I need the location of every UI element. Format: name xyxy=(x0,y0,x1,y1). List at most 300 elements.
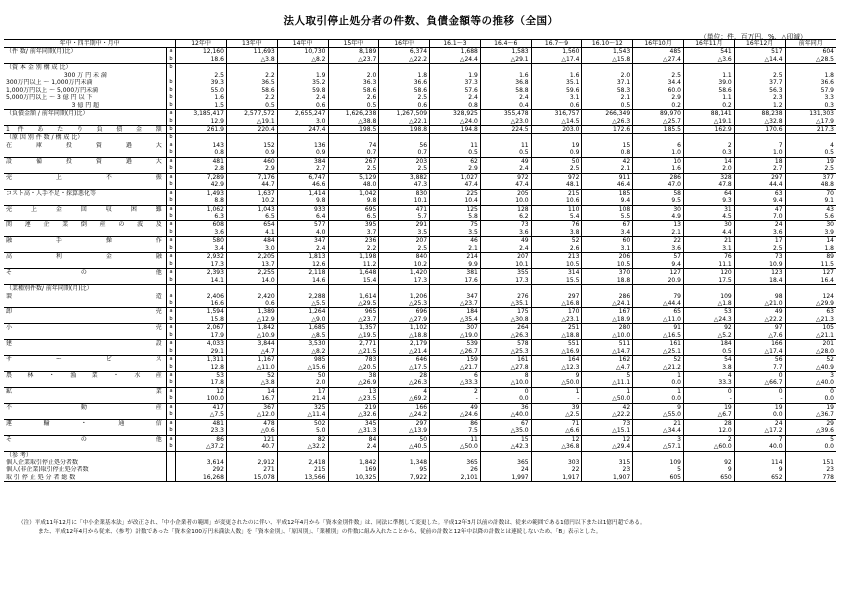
table-cell: 198.5 xyxy=(328,125,379,133)
table-cell: 3.3 xyxy=(785,94,836,101)
table-cell: 37.7 xyxy=(734,79,785,86)
table-cell xyxy=(785,134,836,142)
table-cell: 17.6 xyxy=(430,277,481,285)
table-cell xyxy=(785,64,836,72)
table-row xyxy=(4,427,836,435)
table-cell: 108 xyxy=(582,205,633,213)
row-marker: b xyxy=(166,348,175,356)
table-cell xyxy=(277,134,328,142)
row-marker: a xyxy=(166,157,175,165)
table-cell: 11.2 xyxy=(328,261,379,269)
table-cell: 22 xyxy=(531,466,582,473)
unit-note: （単位：件、百万円、%、△印減） xyxy=(700,33,807,41)
table-cell: 2.0 xyxy=(683,165,734,173)
row-marker: b xyxy=(166,277,175,285)
table-cell: 580 xyxy=(176,237,227,245)
table-cell: 1.9 xyxy=(430,72,481,79)
table-cell: 1,043 xyxy=(226,205,277,213)
table-cell: 52 xyxy=(785,356,836,364)
table-cell: 10.2 xyxy=(226,197,277,205)
table-cell: 261.9 xyxy=(176,125,227,133)
row-marker: b xyxy=(166,102,175,110)
table-cell: △14.7 xyxy=(582,348,633,356)
table-cell: 502 xyxy=(277,419,328,427)
table-cell: 19 xyxy=(531,142,582,149)
table-row xyxy=(4,110,836,118)
table-cell: 384 xyxy=(277,157,328,165)
table-cell xyxy=(531,285,582,293)
table-cell: 345 xyxy=(328,419,379,427)
table-row xyxy=(4,324,836,332)
table-cell: 2.3 xyxy=(734,94,785,101)
table-cell: 1,206 xyxy=(379,293,430,300)
table-cell: 2.5 xyxy=(734,245,785,253)
table-cell: 2.4 xyxy=(480,165,531,173)
row-label xyxy=(4,332,166,340)
table-cell: 18.4 xyxy=(734,277,785,285)
table-cell: △50.0 xyxy=(430,443,481,451)
table-cell: 44.7 xyxy=(226,181,277,189)
row-marker: a xyxy=(166,387,175,395)
table-row xyxy=(4,87,836,94)
table-cell: 12 xyxy=(582,435,633,443)
table-cell xyxy=(582,285,633,293)
row-label xyxy=(4,197,166,205)
table-cell xyxy=(430,451,481,459)
table-cell: 18 xyxy=(734,157,785,165)
table-cell: 2,393 xyxy=(176,269,227,277)
table-cell: 203.0 xyxy=(531,125,582,133)
table-cell: 1,102 xyxy=(379,324,430,332)
table-cell: △19.1 xyxy=(226,118,277,126)
table-cell: 0.5 xyxy=(582,102,633,110)
table-cell: 481 xyxy=(176,157,227,165)
table-cell: 291 xyxy=(379,221,430,229)
table-cell: 381 xyxy=(430,269,481,277)
row-label: 1 件 あ た り 負 債 金 額 xyxy=(4,125,166,133)
row-label: 製 造 xyxy=(6,292,162,300)
table-cell: 11.5 xyxy=(785,261,836,269)
table-cell xyxy=(480,134,531,142)
table-cell: 19 xyxy=(785,157,836,165)
table-cell: △12.0 xyxy=(226,411,277,419)
table-cell: 97 xyxy=(734,324,785,332)
table-cell: 10.1 xyxy=(480,261,531,269)
table-cell: 1,493 xyxy=(176,189,227,197)
table-cell: 63 xyxy=(785,308,836,316)
table-cell: 214 xyxy=(430,253,481,261)
table-cell: 3 xyxy=(633,435,684,443)
table-cell: 5 xyxy=(582,372,633,380)
table-cell: 17 xyxy=(277,387,328,395)
row-label: そ の 他 xyxy=(4,435,166,443)
table-cell: 47.4 xyxy=(430,181,481,189)
table-row xyxy=(4,372,836,380)
row-label: そ の 他 xyxy=(4,269,166,277)
table-cell: 1 xyxy=(633,387,684,395)
table-cell: 1.6 xyxy=(531,72,582,79)
table-cell: 1,688 xyxy=(430,48,481,56)
table-cell: 286 xyxy=(582,293,633,300)
table-cell: 53 xyxy=(683,308,734,316)
table-cell: 123 xyxy=(734,269,785,277)
table-cell: △32.2 xyxy=(277,443,328,451)
table-row xyxy=(4,379,836,387)
table-cell: △27.8 xyxy=(480,364,531,372)
table-cell: △21.2 xyxy=(633,364,684,372)
table-cell: △40.0 xyxy=(785,379,836,387)
table-row xyxy=(4,197,836,205)
table-cell: 65 xyxy=(633,308,684,316)
table-cell: 84 xyxy=(328,435,379,443)
table-cell: 1,311 xyxy=(176,356,227,364)
table-cell: 1,357 xyxy=(328,324,379,332)
table-cell xyxy=(379,134,430,142)
table-cell: 303 xyxy=(531,459,582,466)
table-cell: 6.2 xyxy=(480,213,531,221)
table-cell: 377 xyxy=(785,173,836,181)
table-cell: 39.0 xyxy=(683,79,734,86)
table-cell: △42.3 xyxy=(480,443,531,451)
table-cell: 162.9 xyxy=(683,125,734,133)
table-cell xyxy=(277,285,328,293)
data-table xyxy=(4,39,836,482)
table-cell: 58.3 xyxy=(582,87,633,94)
row-label: 取 引 停 止 処 分 者 総 数 xyxy=(4,474,166,482)
row-label: 不 動 産 xyxy=(4,403,166,411)
row-marker: a xyxy=(166,237,175,245)
table-cell: 58 xyxy=(633,189,684,197)
row-marker: b xyxy=(166,332,175,340)
row-label: 5,000万円以上 ～ 3 億 円 以 下 xyxy=(6,94,93,102)
table-cell: 0.8 xyxy=(582,149,633,157)
table-cell: 49 xyxy=(430,403,481,411)
table-cell: 58.6 xyxy=(683,87,734,94)
table-row xyxy=(4,261,836,269)
table-cell: 16.6 xyxy=(176,300,227,308)
table-cell: △25.3 xyxy=(480,348,531,356)
table-cell: 2,932 xyxy=(176,253,227,261)
table-cell: 14 xyxy=(785,237,836,245)
table-cell: △24.0 xyxy=(430,118,481,126)
table-cell: △35.1 xyxy=(480,300,531,308)
table-cell: △15.1 xyxy=(582,427,633,435)
table-cell xyxy=(328,64,379,72)
row-label xyxy=(4,261,166,269)
table-cell: 1,348 xyxy=(379,459,430,466)
table-cell xyxy=(683,64,734,72)
table-cell xyxy=(176,134,227,142)
table-cell: △23.5 xyxy=(328,395,379,403)
table-cell: 247.4 xyxy=(277,125,328,133)
table-cell: 1,907 xyxy=(582,474,633,482)
row-marker: b xyxy=(166,149,175,157)
table-cell: 7,289 xyxy=(176,173,227,181)
table-cell: △28.0 xyxy=(785,348,836,356)
table-cell: 201 xyxy=(785,340,836,348)
table-cell: 76 xyxy=(531,221,582,229)
table-cell: 56 xyxy=(379,142,430,149)
table-row xyxy=(4,157,836,165)
row-marker: b xyxy=(166,443,175,451)
table-cell: 13,566 xyxy=(277,474,328,482)
table-cell: 161 xyxy=(480,356,531,364)
table-cell xyxy=(226,64,277,72)
table-cell: 0.0 xyxy=(633,395,684,403)
table-cell: 15.4 xyxy=(328,277,379,285)
table-cell: 1,842 xyxy=(226,324,277,332)
row-marker: b xyxy=(166,229,175,237)
table-row xyxy=(4,79,836,86)
row-label: （参 考） xyxy=(4,451,166,459)
table-cell: 36.6 xyxy=(379,79,430,86)
table-cell: 10.0 xyxy=(480,197,531,205)
table-cell: 11 xyxy=(430,142,481,149)
table-cell: 4,033 xyxy=(176,340,227,348)
table-row xyxy=(4,56,836,64)
row-marker xyxy=(166,459,175,466)
table-cell: 38 xyxy=(328,372,379,380)
table-cell: 236 xyxy=(328,237,379,245)
column-header: 16.10～12 xyxy=(582,40,633,48)
table-cell: 3.8 xyxy=(683,364,734,372)
table-cell: 215 xyxy=(277,466,328,473)
table-cell: △2.5 xyxy=(531,411,582,419)
table-row xyxy=(4,253,836,261)
row-label xyxy=(4,395,166,403)
table-cell: △32.8 xyxy=(734,118,785,126)
table-cell: 1 xyxy=(582,387,633,395)
table-cell: 2,577,572 xyxy=(226,110,277,118)
table-cell: 50 xyxy=(531,157,582,165)
table-cell: 5.0 xyxy=(277,427,328,435)
table-cell: 1.1 xyxy=(683,94,734,101)
table-cell: 42 xyxy=(582,157,633,165)
table-cell: 95 xyxy=(379,466,430,473)
table-cell: 185 xyxy=(582,189,633,197)
table-row xyxy=(4,245,836,253)
column-header: 16.4～6 xyxy=(480,40,531,48)
table-cell: 3.5 xyxy=(379,229,430,237)
table-cell: 297 xyxy=(734,173,785,181)
table-cell: 297 xyxy=(379,419,430,427)
table-cell: 314 xyxy=(531,269,582,277)
table-cell: 82 xyxy=(277,435,328,443)
table-cell xyxy=(226,285,277,293)
table-cell: 5.4 xyxy=(531,213,582,221)
row-marker: b xyxy=(166,125,175,133)
row-marker: a xyxy=(166,356,175,364)
table-cell: 23 xyxy=(582,466,633,473)
table-cell: 5 xyxy=(785,435,836,443)
table-row xyxy=(4,316,836,324)
footnote-2: また、平成12年4月から従来、（参考）計数であった「資本金100万円未満法人数」を「資本金別」、「原因別」、「業種別」の件数に組み入れたことから、従前の計数と12年中以降の計数とは連続しないため、「B」表示とした。 xyxy=(38,528,602,535)
table-cell: 21.4 xyxy=(277,395,328,403)
table-cell: 266,349 xyxy=(582,110,633,118)
table-cell: 2,406 xyxy=(176,293,227,300)
table-cell: △66.7 xyxy=(734,379,785,387)
row-label: 設 備 投 資 過 大 xyxy=(4,157,166,165)
table-cell: 36.5 xyxy=(226,79,277,86)
table-cell: 207 xyxy=(480,253,531,261)
table-cell: △8.2 xyxy=(277,348,328,356)
table-row xyxy=(4,293,836,300)
table-cell: 2.2 xyxy=(226,94,277,101)
column-header: 前年同月 xyxy=(785,40,836,48)
table-cell: 9.3 xyxy=(683,197,734,205)
table-cell: 2.1 xyxy=(430,245,481,253)
table-cell: 124 xyxy=(785,293,836,300)
table-row xyxy=(4,466,836,473)
table-cell: 217.3 xyxy=(785,125,836,133)
row-label xyxy=(4,316,166,324)
table-cell: 9 xyxy=(683,466,734,473)
table-cell: 10,325 xyxy=(328,474,379,482)
row-marker: a xyxy=(166,372,175,380)
table-cell: 830 xyxy=(379,189,430,197)
row-marker: a xyxy=(166,110,175,118)
table-cell: 2.5 xyxy=(176,72,227,79)
table-cell: △9.0 xyxy=(277,316,328,324)
row-label: 個人(非企業)取引停止処分者数 xyxy=(6,466,89,474)
table-cell: 49 xyxy=(734,308,785,316)
row-label: 売 上 金 回 収 困 難 xyxy=(4,205,166,213)
row-marker xyxy=(166,451,175,459)
table-cell: 105 xyxy=(785,324,836,332)
table-cell: 1,685 xyxy=(277,324,328,332)
table-cell: 11,693 xyxy=(226,48,277,56)
table-cell: △36.8 xyxy=(531,443,582,451)
table-cell xyxy=(785,451,836,459)
table-cell: △23.7 xyxy=(328,56,379,64)
table-body xyxy=(4,48,836,482)
table-cell: 650 xyxy=(683,474,734,482)
table-cell: 0.2 xyxy=(683,102,734,110)
table-cell: 2 xyxy=(683,142,734,149)
table-cell: 3,614 xyxy=(176,459,227,466)
row-marker: b xyxy=(166,316,175,324)
table-row xyxy=(4,474,836,482)
table-cell xyxy=(226,451,277,459)
table-cell: △21.4 xyxy=(379,348,430,356)
table-cell: 2,771 xyxy=(328,340,379,348)
table-cell: 5 xyxy=(633,466,684,473)
table-cell: 164 xyxy=(531,356,582,364)
table-cell: △30.8 xyxy=(480,316,531,324)
row-label: 運 輸 ・ 通 信 xyxy=(4,419,166,427)
table-cell: 0.0 xyxy=(785,395,836,403)
table-cell: 10.5 xyxy=(582,261,633,269)
table-cell: △14.5 xyxy=(531,118,582,126)
table-cell: 16,268 xyxy=(176,474,227,482)
table-cell: 3.4 xyxy=(176,245,227,253)
table-cell: 1.0 xyxy=(633,149,684,157)
table-cell: △39.6 xyxy=(785,427,836,435)
table-cell xyxy=(480,64,531,72)
table-cell: 0.8 xyxy=(430,102,481,110)
table-cell: 10.5 xyxy=(531,261,582,269)
table-cell: 4.5 xyxy=(683,213,734,221)
table-cell xyxy=(582,64,633,72)
row-marker: b xyxy=(166,118,175,126)
table-cell: △21.1 xyxy=(785,332,836,340)
table-row xyxy=(4,134,836,142)
row-marker: b xyxy=(166,64,175,72)
table-cell: 6.4 xyxy=(277,213,328,221)
table-cell: 54 xyxy=(683,356,734,364)
table-cell: 0 xyxy=(480,387,531,395)
table-cell: 911 xyxy=(582,173,633,181)
table-cell: 24 xyxy=(734,221,785,229)
table-cell: 2.0 xyxy=(277,379,328,387)
table-cell: △29.4 xyxy=(582,443,633,451)
table-cell: △21.5 xyxy=(328,348,379,356)
row-label: （件 数/ 前年同期(月)比） xyxy=(4,48,166,56)
table-cell: 9.4 xyxy=(582,197,633,205)
table-cell: △26.3 xyxy=(379,379,430,387)
table-cell: 2,288 xyxy=(277,293,328,300)
table-cell: 1,842 xyxy=(328,459,379,466)
table-cell: 5,129 xyxy=(328,173,379,181)
row-marker: a xyxy=(166,435,175,443)
table-cell: 1,062 xyxy=(176,205,227,213)
table-row xyxy=(4,189,836,197)
table-cell: 56.3 xyxy=(734,87,785,94)
table-cell: △55.0 xyxy=(633,411,684,419)
table-cell: △31.3 xyxy=(328,427,379,435)
table-cell: 471 xyxy=(379,205,430,213)
table-cell: 972 xyxy=(480,173,531,181)
table-cell: 7 xyxy=(734,435,785,443)
table-cell: 52 xyxy=(633,356,684,364)
table-cell: △23.0 xyxy=(480,118,531,126)
table-cell: 355 xyxy=(480,269,531,277)
table-cell: △4.7 xyxy=(582,364,633,372)
row-label: （業種別件数/ 前年同期(月)比） xyxy=(4,285,166,293)
table-cell xyxy=(430,134,481,142)
table-cell: 1,648 xyxy=(328,269,379,277)
table-cell: 280 xyxy=(582,324,633,332)
table-cell: △22.1 xyxy=(379,118,430,126)
table-cell: 47.4 xyxy=(480,181,531,189)
table-cell: 21 xyxy=(683,237,734,245)
table-cell: 3.0 xyxy=(226,245,277,253)
table-cell: 7,176 xyxy=(226,173,277,181)
table-cell: 53 xyxy=(176,372,227,380)
table-cell: 14 xyxy=(226,387,277,395)
table-cell: 14.0 xyxy=(226,277,277,285)
table-cell: 2.0 xyxy=(582,72,633,79)
table-cell: 10.6 xyxy=(531,197,582,205)
table-cell: 47.8 xyxy=(683,181,734,189)
table-cell: △27.9 xyxy=(379,316,430,324)
table-cell xyxy=(480,285,531,293)
table-cell: 985 xyxy=(277,356,328,364)
table-cell: 198.8 xyxy=(379,125,430,133)
row-marker: a xyxy=(166,205,175,213)
table-cell: 36.3 xyxy=(328,79,379,86)
table-row xyxy=(4,411,836,419)
table-cell: 0 xyxy=(734,387,785,395)
table-cell: △20.5 xyxy=(328,364,379,372)
column-header: 16.7～9 xyxy=(531,40,582,48)
table-cell: 11 xyxy=(430,435,481,443)
table-cell: 2.0 xyxy=(328,72,379,79)
table-cell: 30 xyxy=(683,221,734,229)
table-cell: 7,922 xyxy=(379,474,430,482)
table-cell: - xyxy=(430,395,481,403)
table-cell: 551 xyxy=(531,340,582,348)
